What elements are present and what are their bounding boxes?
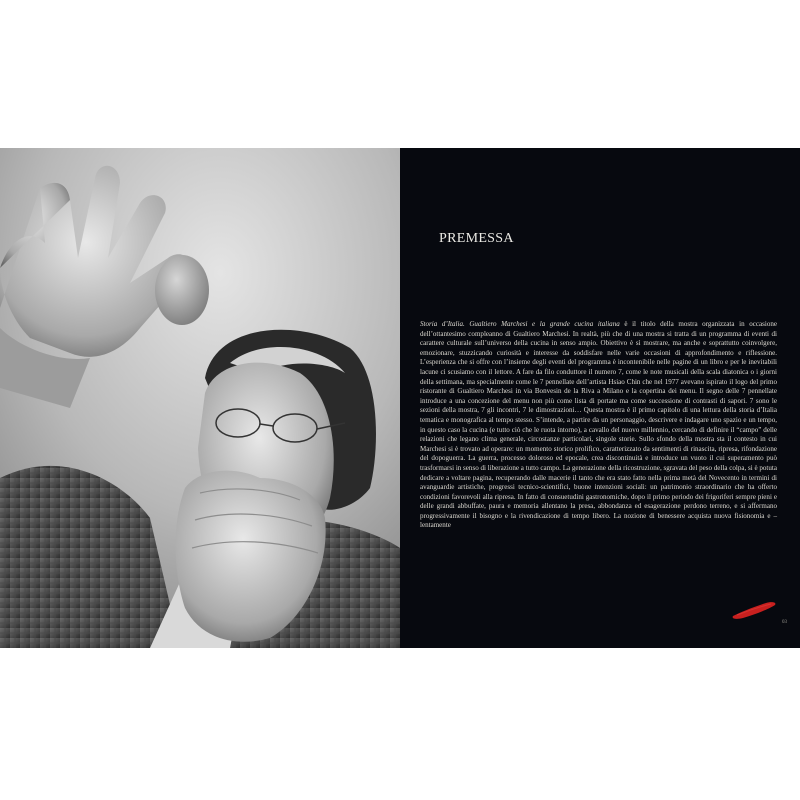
section-heading: PREMESSA xyxy=(439,231,514,246)
portrait-photo xyxy=(0,148,400,648)
page-number: 03 xyxy=(782,620,787,625)
body-paragraph xyxy=(420,320,777,531)
red-brushstroke-logo xyxy=(731,600,779,620)
book-spread xyxy=(0,148,800,648)
text-page xyxy=(400,148,800,648)
paragraph-body: è il titolo della mostra organizzata in occasione dell’ottantesimo compleanno di Gualtiero Marchesi. In realtà, più che di una mostra si tratta di un programma di eventi di carattere culturale sull’universo della cucina in senso ampio. Obiettivo è sì mostrare, ma anche e soprattutto coinvolgere, emozionare, stuzzicando curiosità e interesse da soddisfare nelle varie occasioni di approfondimento e riflessione. L’esperienza che si offre con l’insieme degli eventi del programma è incontenibile nelle pagine di un libro e per le inevitabili lacune ci scusiamo con il lettore. A fare da filo conduttore il numero 7, come le note musicali della scala diatonica o i giorni della settimana, ma specialmente come le 7 pennellate dell’artista Hsiao Chin che nel 1977 avevano ispirato il logo del primo ristorante di Gualtiero Marchesi in via Bonvesin de la Riva a Milano e la copertina dei menu. Il segno delle 7 pennellate introduce a una concezione del menu non più come lista di portate ma come successione di contrasti di sapori. 7 sono le sezioni della mostra, 7 gli incontri, 7 le dimostrazioni… Questa mostra è il primo capitolo di una lettura della storia d’Italia tematica e monografica al tempo stesso. S’intende, a partire da un personaggio, descrivere e indagare uno spazio e un tempo, in questo caso la cucina (e tutto ciò che le ruota intorno), a cavallo del nuovo millennio, cercando di definire il “campo” delle relazioni che legano clima generale, circostanze particolari, singole storie. Sullo sfondo della mostra sta il contesto in cui Marchesi si è trovato ad operare: un momento storico prolifico, caratterizzato da sentimenti di rinascita, ripresa, rifondazione del dopoguerra. La guerra, processo doloroso ed epocale, crea discontinuità e introduce un vuoto il cui superamento può trasformarsi in senso di liberazione a tutto campo. La generazione della ricostruzione, sgravata del peso della colpa, si è potuta dedicare a voltare pagina, recuperando dalle macerie il tanto che era stato fatto nella prima metà del Novecento in termini di avanguardie artistiche, progressi tecnico-scientifici, buone intenzioni sociali: un patrimonio straordinario che ha offerto condizioni favorevoli alla ripresa. In fatto di consuetudini gastronomiche, dopo il primo periodo dei frigoriferi sempre pieni e delle grandi abbuffate, paura e memoria allentano la presa, abbondanza ed esagerazione perdono terreno, e si affermano progressivamente il bisogno e la rivendicazione di tempo libero. La nozione di benessere acquista nuova fisionomia e – lentamente xyxy=(420,320,777,530)
portrait-illustration xyxy=(0,148,400,648)
exhibition-title: Storia d’Italia. Gualtiero Marchesi e la grande cucina italiana xyxy=(420,320,620,328)
